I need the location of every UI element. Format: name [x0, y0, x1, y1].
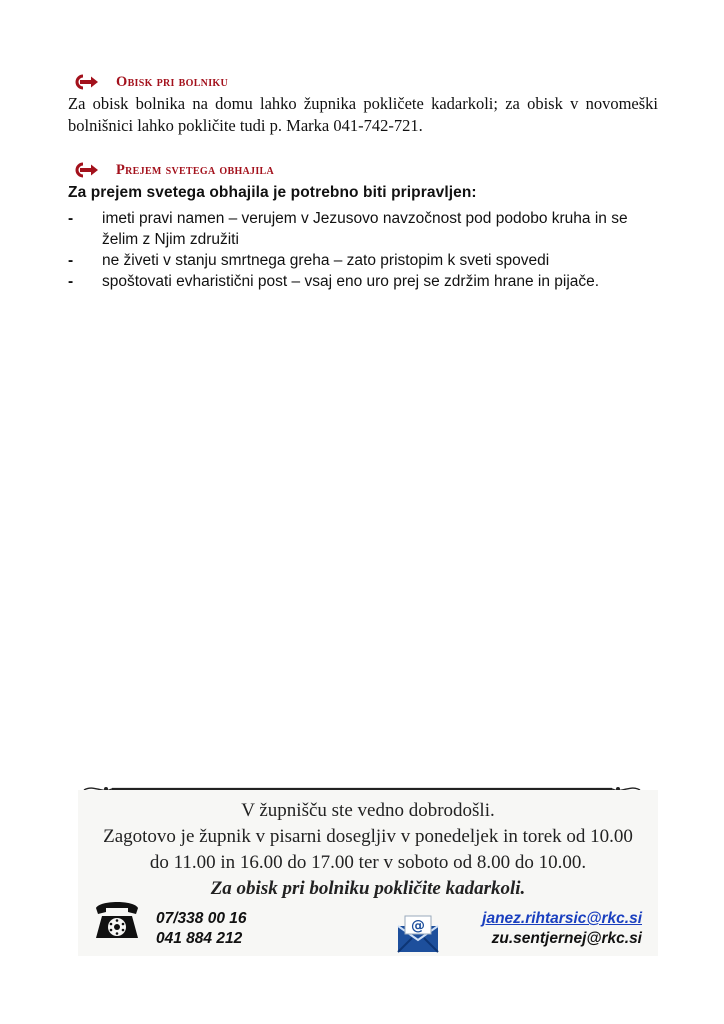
footer-hours-line-1: Zagotovo je župnik v pisarni dosegljiv v ponedeljek in torek od 10.00 [103, 826, 633, 847]
section-obisk-pri-bolniku [68, 72, 658, 137]
phone-number-1[interactable]: 07/338 00 16 [156, 910, 247, 927]
footer-hours-line-2: do 11.00 in 16.00 do 17.00 ter v soboto od 8.00 do 10.00. [149, 852, 587, 873]
list-item [68, 250, 658, 271]
phone-numbers [156, 909, 247, 949]
section-title: Obisk pri bolniku [116, 73, 228, 90]
section-header [68, 160, 658, 180]
envelope-icon [396, 914, 440, 954]
list-dash: - [68, 210, 74, 227]
email-secondary[interactable]: zu.sentjernej@rkc.si [491, 930, 642, 947]
list-item [68, 271, 658, 292]
list-dash: - [68, 252, 74, 269]
requirements-list [68, 208, 658, 292]
section-header [68, 72, 658, 92]
footer-visit-note: Za obisk pri bolniku pokličite kadarkoli. [210, 878, 526, 899]
list-item-text: spoštovati evharistični post – vsaj eno uro prej se zdržim hrane in pijače. [102, 273, 600, 290]
arrow-right-circle-icon [74, 74, 100, 90]
section-prejem-svetega-obhajila [68, 160, 658, 292]
list-item-text: imeti pravi namen – verujem v Jezusovo navzočnost pod podobo kruha in se želim z Njim združiti [102, 210, 628, 248]
email-addresses [482, 909, 642, 949]
section-paragraph: Za obisk bolnika na domu lahko župnika pokličete kadarkoli; za obisk v novomeški bolnišnici lahko pokličite tudi p. Marka 041-742-721. [68, 94, 658, 135]
telephone-icon [92, 898, 142, 942]
list-item-text: ne živeti v stanju smrtnega greha – zato pristopim k sveti spovedi [102, 252, 550, 269]
contact-footer [78, 790, 658, 956]
phone-number-2[interactable]: 041 884 212 [156, 930, 243, 947]
list-item [68, 208, 658, 250]
svg-text:@: @ [411, 918, 425, 934]
section-title: Prejem svetega obhajila [116, 161, 275, 178]
email-link-primary[interactable]: janez.rihtarsic@rkc.si [482, 910, 642, 927]
arrow-right-circle-icon [74, 162, 100, 178]
requirements-intro: Za prejem svetega obhajila je potrebno biti pripravljen: [68, 184, 477, 201]
list-dash: - [68, 273, 74, 290]
footer-welcome: V župnišču ste vedno dobrodošli. [241, 800, 495, 821]
